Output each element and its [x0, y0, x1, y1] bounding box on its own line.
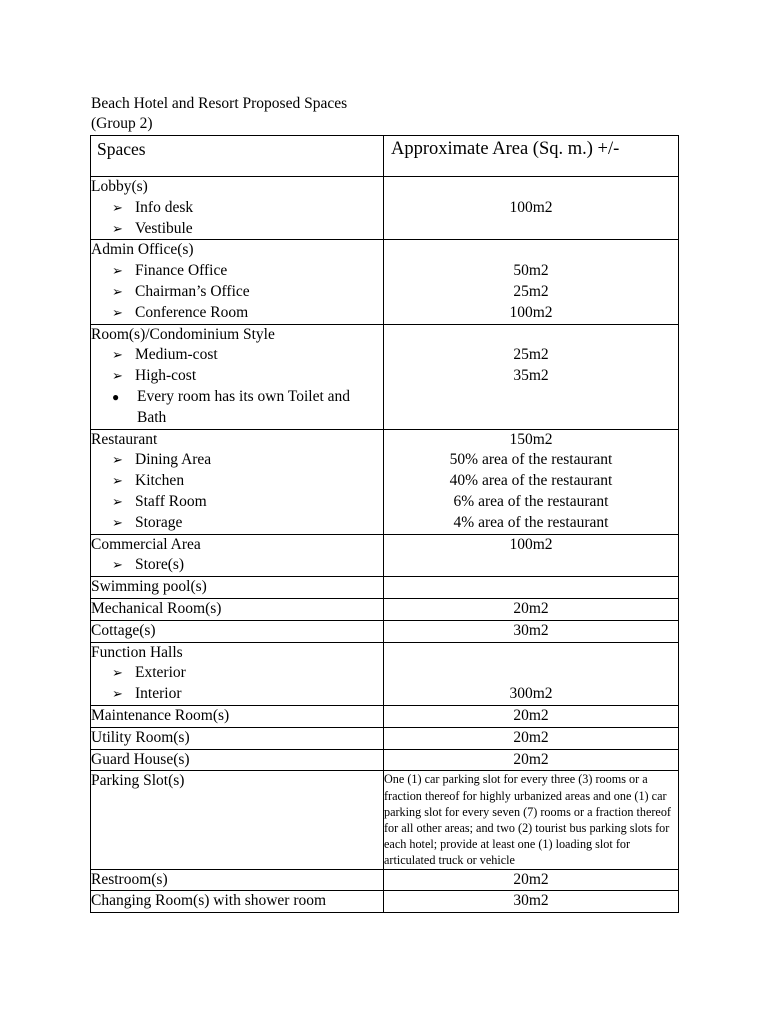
header-spaces: Spaces — [91, 136, 384, 177]
area-value: 50m2 — [513, 262, 549, 280]
area-value: 50% area of the restaurant — [449, 451, 613, 469]
arrowhead-bullet-icon: ➢ — [112, 473, 123, 489]
sub-space-item — [91, 219, 383, 240]
area-value: 150m2 — [509, 430, 553, 448]
area-value: 20m2 — [513, 870, 549, 888]
area-cell — [384, 240, 679, 324]
area-cell — [384, 324, 679, 429]
table-row — [91, 749, 679, 771]
space-name: Utility Room(s) — [91, 728, 190, 746]
sub-space-label: Conference Room — [135, 303, 249, 321]
table-row — [91, 642, 679, 705]
area-value: 20m2 — [513, 750, 549, 768]
table-row — [91, 177, 679, 240]
area-cell — [384, 577, 679, 599]
space-name: Swimming pool(s) — [91, 578, 207, 596]
area-value: 20m2 — [513, 728, 549, 746]
space-name: Commercial Area — [91, 535, 201, 553]
sub-space-item — [91, 198, 383, 219]
sub-space-item — [91, 492, 383, 513]
space-cell — [91, 869, 384, 891]
area-value: 100m2 — [509, 198, 553, 216]
area-value — [384, 177, 678, 198]
area-value: 300m2 — [509, 685, 553, 703]
table-row — [91, 324, 679, 429]
area-value — [384, 325, 678, 346]
space-name: Changing Room(s) with shower room — [91, 892, 327, 910]
area-value — [384, 643, 678, 664]
table-row — [91, 771, 679, 869]
area-cell — [384, 705, 679, 727]
area-cell — [384, 891, 679, 913]
space-cell — [91, 429, 384, 534]
round-bullet-icon: ● — [112, 389, 120, 404]
space-cell — [91, 749, 384, 771]
sub-space-label: Info desk — [135, 198, 194, 216]
sub-space-item — [91, 663, 383, 684]
space-name: Restroom(s) — [91, 870, 168, 888]
area-cell — [384, 727, 679, 749]
space-name: Room(s)/Condominium Style — [91, 325, 275, 343]
document-subtitle: (Group 2) — [91, 114, 153, 132]
space-cell — [91, 240, 384, 324]
arrowhead-bullet-icon: ➢ — [112, 199, 123, 215]
sub-space-label: Medium-cost — [135, 346, 218, 364]
sub-space-label: High-cost — [135, 367, 197, 385]
sub-space-item — [91, 684, 383, 705]
area-cell — [384, 620, 679, 642]
sub-space-label: Store(s) — [135, 556, 185, 574]
space-cell — [91, 705, 384, 727]
area-value: 100m2 — [509, 303, 553, 321]
area-cell — [384, 429, 679, 534]
sub-space-item — [91, 345, 383, 366]
arrowhead-bullet-icon: ➢ — [112, 304, 123, 320]
space-cell — [91, 727, 384, 749]
sub-space-label: Storage — [135, 513, 183, 531]
table-row — [91, 598, 679, 620]
arrowhead-bullet-icon: ➢ — [112, 493, 123, 509]
space-cell — [91, 891, 384, 913]
table-row — [91, 534, 679, 577]
arrowhead-bullet-icon: ➢ — [112, 220, 123, 236]
area-value: 20m2 — [513, 706, 549, 724]
title-block — [91, 94, 347, 133]
space-cell — [91, 577, 384, 599]
space-name: Admin Office(s) — [91, 241, 194, 259]
table-row — [91, 705, 679, 727]
bullet-item — [91, 387, 383, 429]
space-name: Cottage(s) — [91, 621, 156, 639]
sub-space-item — [91, 513, 383, 534]
table-header-row — [91, 136, 679, 177]
area-value: 40% area of the restaurant — [449, 472, 613, 490]
sub-space-item — [91, 555, 383, 576]
arrowhead-bullet-icon: ➢ — [112, 557, 123, 573]
sub-space-item — [91, 303, 383, 324]
area-value: 100m2 — [509, 535, 553, 553]
sub-space-item — [91, 282, 383, 303]
area-cell — [384, 534, 679, 577]
area-cell — [384, 177, 679, 240]
arrowhead-bullet-icon: ➢ — [112, 686, 123, 702]
document-title: Beach Hotel and Resort Proposed Spaces — [91, 95, 348, 112]
area-value: 35m2 — [513, 367, 549, 385]
sub-space-item — [91, 471, 383, 492]
sub-space-label: Finance Office — [135, 262, 228, 280]
area-value: 30m2 — [513, 621, 549, 639]
area-cell — [384, 642, 679, 705]
space-cell — [91, 534, 384, 577]
area-value: 6% area of the restaurant — [453, 492, 609, 510]
area-cell — [384, 771, 679, 869]
table-row — [91, 891, 679, 913]
area-cell — [384, 749, 679, 771]
area-value: 25m2 — [513, 282, 549, 300]
arrowhead-bullet-icon: ➢ — [112, 665, 123, 681]
sub-space-label: Staff Room — [135, 492, 207, 510]
space-name: Parking Slot(s) — [91, 772, 185, 790]
arrowhead-bullet-icon: ➢ — [112, 452, 123, 468]
area-value: 4% area of the restaurant — [453, 513, 609, 531]
table-row — [91, 869, 679, 891]
parking-note: One (1) car parking slot for every three (3) rooms or a fraction thereof for highly urbanized areas and one (1) car parking slot for every seven (7) rooms or a fraction thereof for all other areas; and two (2) tourist bus parking slots for each hotel; provide at least one (1) loading slot for articulated truck or vehicle — [384, 772, 671, 868]
area-value — [384, 577, 678, 598]
arrowhead-bullet-icon: ➢ — [112, 347, 123, 363]
sub-space-label: Exterior — [135, 664, 186, 682]
sub-space-item — [91, 261, 383, 282]
space-cell — [91, 598, 384, 620]
space-name: Function Halls — [91, 643, 183, 661]
area-value — [384, 663, 678, 684]
area-cell — [384, 598, 679, 620]
table-row — [91, 727, 679, 749]
header-area: Approximate Area (Sq. m.) +/- — [384, 136, 679, 177]
sub-space-label: Interior — [135, 685, 182, 703]
space-name: Lobby(s) — [91, 178, 148, 195]
space-name: Guard House(s) — [91, 750, 190, 768]
space-cell — [91, 177, 384, 240]
space-name: Maintenance Room(s) — [91, 706, 230, 724]
space-name: Mechanical Room(s) — [91, 599, 222, 617]
arrowhead-bullet-icon: ➢ — [112, 283, 123, 299]
area-value: 20m2 — [513, 599, 549, 617]
table-row — [91, 577, 679, 599]
sub-space-item — [91, 450, 383, 471]
table-row — [91, 620, 679, 642]
space-cell — [91, 324, 384, 429]
space-name: Restaurant — [91, 430, 158, 448]
sub-space-item — [91, 366, 383, 387]
bullet-text: Every room has its own Toilet and Bath — [137, 387, 351, 426]
table-row — [91, 429, 679, 534]
space-cell — [91, 642, 384, 705]
sub-space-label: Kitchen — [135, 472, 185, 490]
area-value — [384, 219, 678, 240]
space-cell — [91, 771, 384, 869]
area-value: 25m2 — [513, 346, 549, 364]
space-cell — [91, 620, 384, 642]
table-row — [91, 240, 679, 324]
sub-space-label: Dining Area — [135, 451, 212, 469]
sub-space-label: Vestibule — [135, 219, 193, 237]
arrowhead-bullet-icon: ➢ — [112, 368, 123, 384]
arrowhead-bullet-icon: ➢ — [112, 514, 123, 530]
area-cell — [384, 869, 679, 891]
area-value: 30m2 — [513, 892, 549, 910]
sub-space-label: Chairman’s Office — [135, 282, 250, 300]
spaces-table — [90, 135, 679, 913]
arrowhead-bullet-icon: ➢ — [112, 263, 123, 279]
area-value — [384, 240, 678, 261]
